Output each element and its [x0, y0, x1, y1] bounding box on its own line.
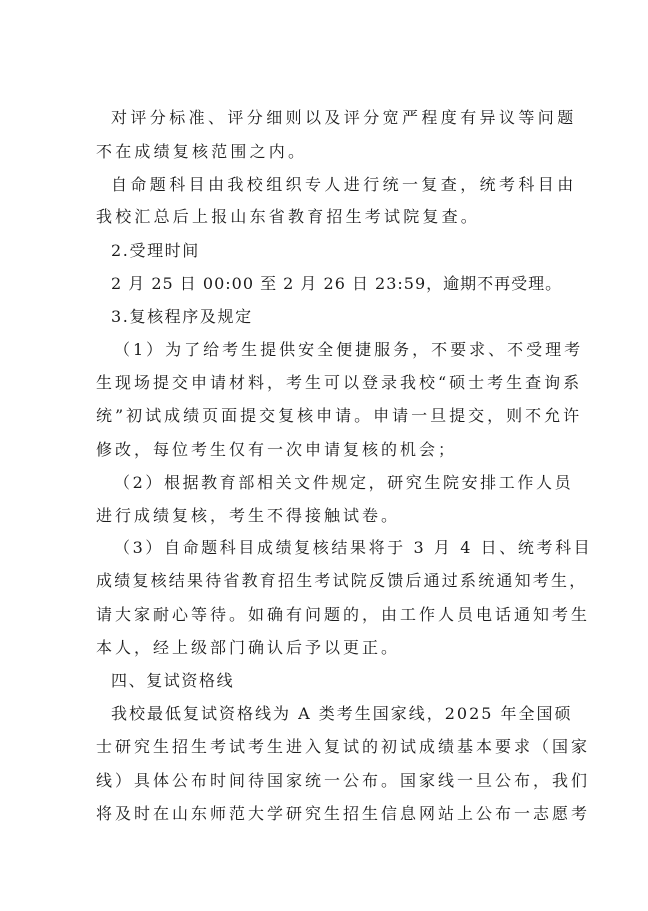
- paragraph-line: 将及时在山东师范大学研究生招生信息网站上公布一志愿考: [96, 804, 591, 823]
- paragraph-line: 修改，每位考生仅有一次申请复核的机会；: [96, 440, 458, 459]
- paragraph-line: 统”初试成绩页面提交复核申请。申请一旦提交，则不允许: [96, 406, 583, 425]
- paragraph-line: （3）自命题科目成绩复核结果将于 3 月 4 日、统考科目: [114, 538, 593, 557]
- paragraph-line: 我校汇总后上报山东省教育招生考试院复查。: [96, 207, 481, 226]
- paragraph-line: （1）为了给考生提供安全便捷服务，不要求、不受理考: [114, 340, 584, 359]
- paragraph-line: 士研究生招生考试考生进入复试的初试成绩基本要求（国家: [96, 737, 591, 756]
- paragraph-line: 我校最低复试资格线为 A 类考生国家线，2025 年全国硕: [111, 704, 573, 723]
- paragraph-line: （2）根据教育部相关文件规定，研究生院安排工作人员: [114, 473, 574, 492]
- paragraph-line: 自命题科目由我校组织专人进行统一复查，统考科目由: [111, 175, 577, 194]
- paragraph-line: 成绩复核结果待省教育招生考试院反馈后通过系统通知考生，: [96, 571, 588, 590]
- section-heading-retest-line: 四、复试资格线: [111, 671, 235, 690]
- paragraph-line: 生现场提交申请材料，考生可以登录我校“硕士考生查询系: [96, 373, 583, 392]
- paragraph-line: 对评分标准、评分细则以及评分宽严程度有异议等问题: [111, 108, 577, 127]
- paragraph-line: 线）具体公布时间待国家统一公布。国家线一旦公布，我们: [96, 771, 591, 790]
- paragraph-line: 进行成绩复核，考生不得接触试卷。: [96, 506, 401, 525]
- section-heading-review-procedure: 3.复核程序及规定: [111, 307, 253, 326]
- paragraph-line: 本人，经上级部门确认后予以更正。: [96, 638, 401, 657]
- paragraph-line: 请大家耐心等待。如确有问题的，由工作人员电话通知考生: [96, 605, 591, 624]
- paragraph-line: 不在成绩复核范围之内。: [96, 142, 308, 161]
- paragraph-line: 2 月 25 日 00:00 至 2 月 26 日 23:59，逾期不再受理。: [111, 274, 563, 293]
- section-heading-acceptance-time: 2.受理时间: [111, 241, 200, 260]
